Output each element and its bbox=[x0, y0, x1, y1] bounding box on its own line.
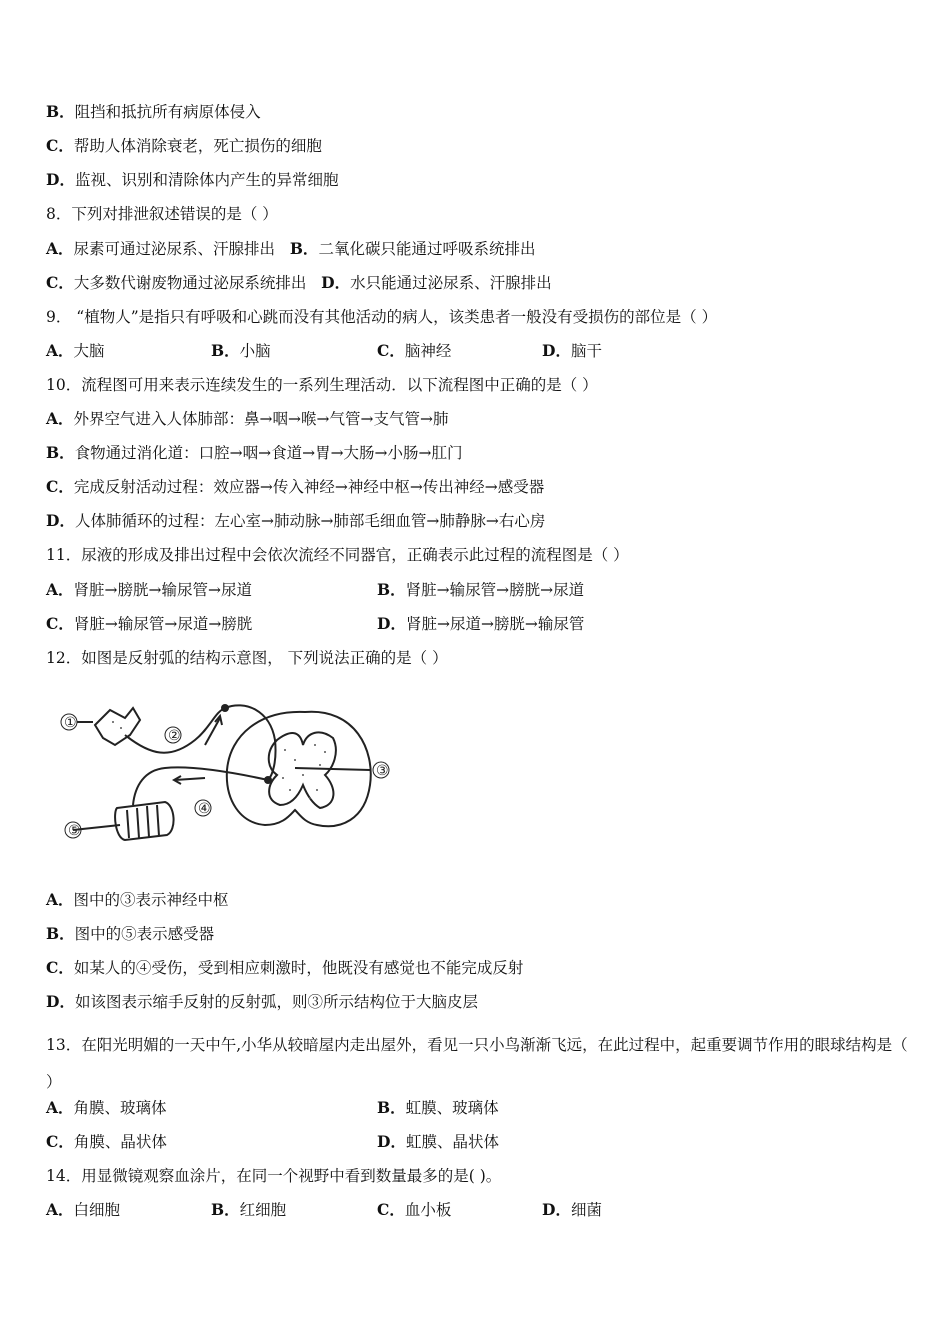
q11-option-d bbox=[377, 614, 584, 634]
option-label: A． bbox=[46, 580, 74, 599]
option-text: 红细胞 bbox=[239, 1201, 287, 1219]
option-text: 大脑 bbox=[73, 342, 105, 360]
leader-line-3 bbox=[295, 768, 370, 770]
q11-option-b bbox=[377, 580, 584, 600]
option-text: 脑神经 bbox=[404, 342, 452, 360]
q9-options bbox=[46, 341, 916, 361]
q8-stem: 8．下列对排泄叙述错误的是（ ） bbox=[46, 205, 278, 223]
q14-options bbox=[46, 1200, 916, 1220]
option-text: 肾脏→输尿管→尿道→膀胱 bbox=[73, 615, 253, 633]
option-text: 食物通过消化道：口腔→咽→食道→胃→大肠→小肠→肛门 bbox=[74, 444, 463, 462]
option-label: B． bbox=[46, 102, 75, 121]
q13-option-a bbox=[46, 1098, 167, 1118]
option-label: C． bbox=[377, 341, 405, 360]
option-label: D． bbox=[377, 1132, 406, 1151]
efferent-nerve bbox=[133, 767, 268, 805]
option-label: A． bbox=[46, 341, 74, 360]
option-label: C． bbox=[377, 1200, 405, 1219]
option-label: A． bbox=[46, 1098, 74, 1117]
option-text: 阻挡和抵抗所有病原体侵入 bbox=[74, 103, 261, 121]
option-text: 脑干 bbox=[570, 342, 602, 360]
muscle-fibers bbox=[127, 805, 159, 838]
figure-label-2: ② bbox=[168, 728, 181, 744]
q13-option-d bbox=[377, 1132, 499, 1152]
option-text: 二氧化碳只能通过呼吸系统排出 bbox=[318, 240, 536, 258]
q10-option-c bbox=[46, 477, 544, 497]
option-label: A． bbox=[46, 890, 74, 909]
q9-stem: 9． “植物人”是指只有呼吸和心跳而没有其他活动的病人，该类患者一般没有受损伤的部位是（ ） bbox=[46, 308, 718, 326]
option-text: 帮助人体消除衰老，死亡损伤的细胞 bbox=[73, 137, 322, 155]
q12-option-a bbox=[46, 890, 229, 910]
option-label: C． bbox=[46, 1132, 74, 1151]
option-label: D． bbox=[321, 273, 351, 292]
option-label: D． bbox=[46, 511, 75, 530]
q9-option-c bbox=[377, 341, 451, 361]
option-label: B． bbox=[46, 443, 75, 462]
q10-option-a bbox=[46, 409, 448, 429]
option-text: 监视、识别和清除体内产生的异常细胞 bbox=[74, 171, 339, 189]
option-text: 肾脏→尿道→膀胱→输尿管 bbox=[405, 615, 585, 633]
option-label: B． bbox=[377, 580, 406, 599]
option-label: D． bbox=[542, 341, 571, 360]
q11-options-ab bbox=[46, 580, 916, 600]
option-text: 虹膜、晶状体 bbox=[405, 1133, 499, 1151]
option-text: 虹膜、玻璃体 bbox=[405, 1099, 499, 1117]
option-label: D． bbox=[377, 614, 406, 633]
option-label: B． bbox=[211, 341, 240, 360]
option-text: 白细胞 bbox=[73, 1201, 121, 1219]
figure-label-4: ④ bbox=[198, 801, 211, 817]
option-text: 肾脏→膀胱→输尿管→尿道 bbox=[73, 581, 252, 599]
option-label: B． bbox=[211, 1200, 240, 1219]
option-text: 细菌 bbox=[570, 1201, 602, 1219]
afferent-arrow bbox=[205, 718, 220, 745]
q11-stem: 11．尿液的形成及排出过程中会依次流经不同器官，正确表示此过程的流程图是（ ） bbox=[46, 546, 629, 564]
q11-option-c bbox=[46, 614, 252, 634]
option-label: C． bbox=[46, 614, 74, 633]
q8-options-ab bbox=[46, 239, 535, 259]
q14-option-d bbox=[542, 1200, 602, 1220]
figure-label-1: ① bbox=[64, 715, 77, 731]
option-label: B． bbox=[377, 1098, 406, 1117]
option-label: A． bbox=[46, 1200, 74, 1219]
q13-options-cd bbox=[46, 1132, 916, 1152]
option-text: 如某人的④受伤，受到相应刺激时，他既没有感觉也不能完成反射 bbox=[73, 959, 524, 977]
q12-option-d bbox=[46, 992, 478, 1012]
q13-option-c bbox=[46, 1132, 167, 1152]
q7-option-d bbox=[46, 170, 338, 190]
q14-stem: 14．用显微镜观察血涂片，在同一个视野中看到数量最多的是( )。 bbox=[46, 1167, 502, 1185]
q14-option-b bbox=[211, 1200, 286, 1220]
option-text: 完成反射活动过程：效应器→传入神经→神经中枢→传出神经→感受器 bbox=[73, 478, 545, 496]
option-text: 肾脏→输尿管→膀胱→尿道 bbox=[405, 581, 585, 599]
efferent-arrow bbox=[175, 778, 205, 780]
q14-option-c bbox=[377, 1200, 451, 1220]
grey-matter bbox=[269, 732, 336, 808]
figure-label-3: ③ bbox=[376, 763, 389, 779]
q13-option-b bbox=[377, 1098, 499, 1118]
option-label: C． bbox=[46, 477, 74, 496]
option-label: D． bbox=[46, 170, 75, 189]
q10-option-d bbox=[46, 511, 545, 531]
option-label: C． bbox=[46, 273, 74, 292]
option-label: A． bbox=[46, 239, 74, 258]
option-label: B． bbox=[46, 924, 75, 943]
option-text: 水只能通过泌尿系、汗腺排出 bbox=[350, 274, 552, 292]
option-label: A． bbox=[46, 409, 74, 428]
option-text: 大多数代谢废物通过泌尿系统排出 bbox=[73, 274, 307, 292]
receptor-shape bbox=[95, 708, 140, 745]
figure-label-5: ⑤ bbox=[68, 823, 81, 839]
option-text: 图中的③表示神经中枢 bbox=[73, 891, 229, 909]
option-text: 角膜、晶状体 bbox=[73, 1133, 167, 1151]
option-text: 外界空气进入人体肺部：鼻→咽→喉→气管→支气管→肺 bbox=[73, 410, 449, 428]
q11-options-cd bbox=[46, 614, 916, 634]
q7-option-b bbox=[46, 102, 261, 122]
option-label: B． bbox=[289, 239, 319, 258]
q8-options-cd bbox=[46, 273, 552, 293]
option-text: 图中的⑤表示感受器 bbox=[74, 925, 215, 943]
q7-option-c bbox=[46, 136, 322, 156]
option-label: D． bbox=[542, 1200, 571, 1219]
q9-option-d bbox=[542, 341, 602, 361]
motor-neuron-dot bbox=[264, 776, 272, 784]
q10-option-b bbox=[46, 443, 463, 463]
muscle-shape bbox=[115, 802, 174, 840]
option-text: 如该图表示缩手反射的反射弧，则③所示结构位于大脑皮层 bbox=[74, 993, 478, 1011]
option-text: 尿素可通过泌尿系、汗腺排出 bbox=[73, 240, 276, 258]
option-text: 小脑 bbox=[239, 342, 271, 360]
q12-option-c bbox=[46, 958, 523, 978]
reflex-arc-diagram bbox=[55, 690, 400, 860]
q11-option-a bbox=[46, 580, 252, 600]
q9-option-b bbox=[211, 341, 271, 361]
option-label: C． bbox=[46, 958, 74, 977]
ganglion-dot bbox=[221, 704, 229, 712]
q14-option-a bbox=[46, 1200, 120, 1220]
q12-option-b bbox=[46, 924, 214, 944]
q12-stem: 12．如图是反射弧的结构示意图， 下列说法正确的是（ ） bbox=[46, 649, 448, 667]
q13-stem: 13．在阳光明媚的一天中午,小华从较暗屋内走出屋外，看见一只小鸟渐渐飞远，在此过程中，起重要调节作用的眼球结构是（ ） bbox=[46, 1036, 908, 1091]
option-label: D． bbox=[46, 992, 75, 1011]
option-text: 血小板 bbox=[404, 1201, 452, 1219]
q9-option-a bbox=[46, 341, 105, 361]
q13-options-ab bbox=[46, 1098, 916, 1118]
q10-stem: 10．流程图可用来表示连续发生的一系列生理活动．以下流程图中正确的是（ ） bbox=[46, 376, 598, 394]
option-label: C． bbox=[46, 136, 74, 155]
option-text: 人体肺循环的过程：左心室→肺动脉→肺部毛细血管→肺静脉→右心房 bbox=[74, 512, 546, 530]
option-text: 角膜、玻璃体 bbox=[73, 1099, 167, 1117]
